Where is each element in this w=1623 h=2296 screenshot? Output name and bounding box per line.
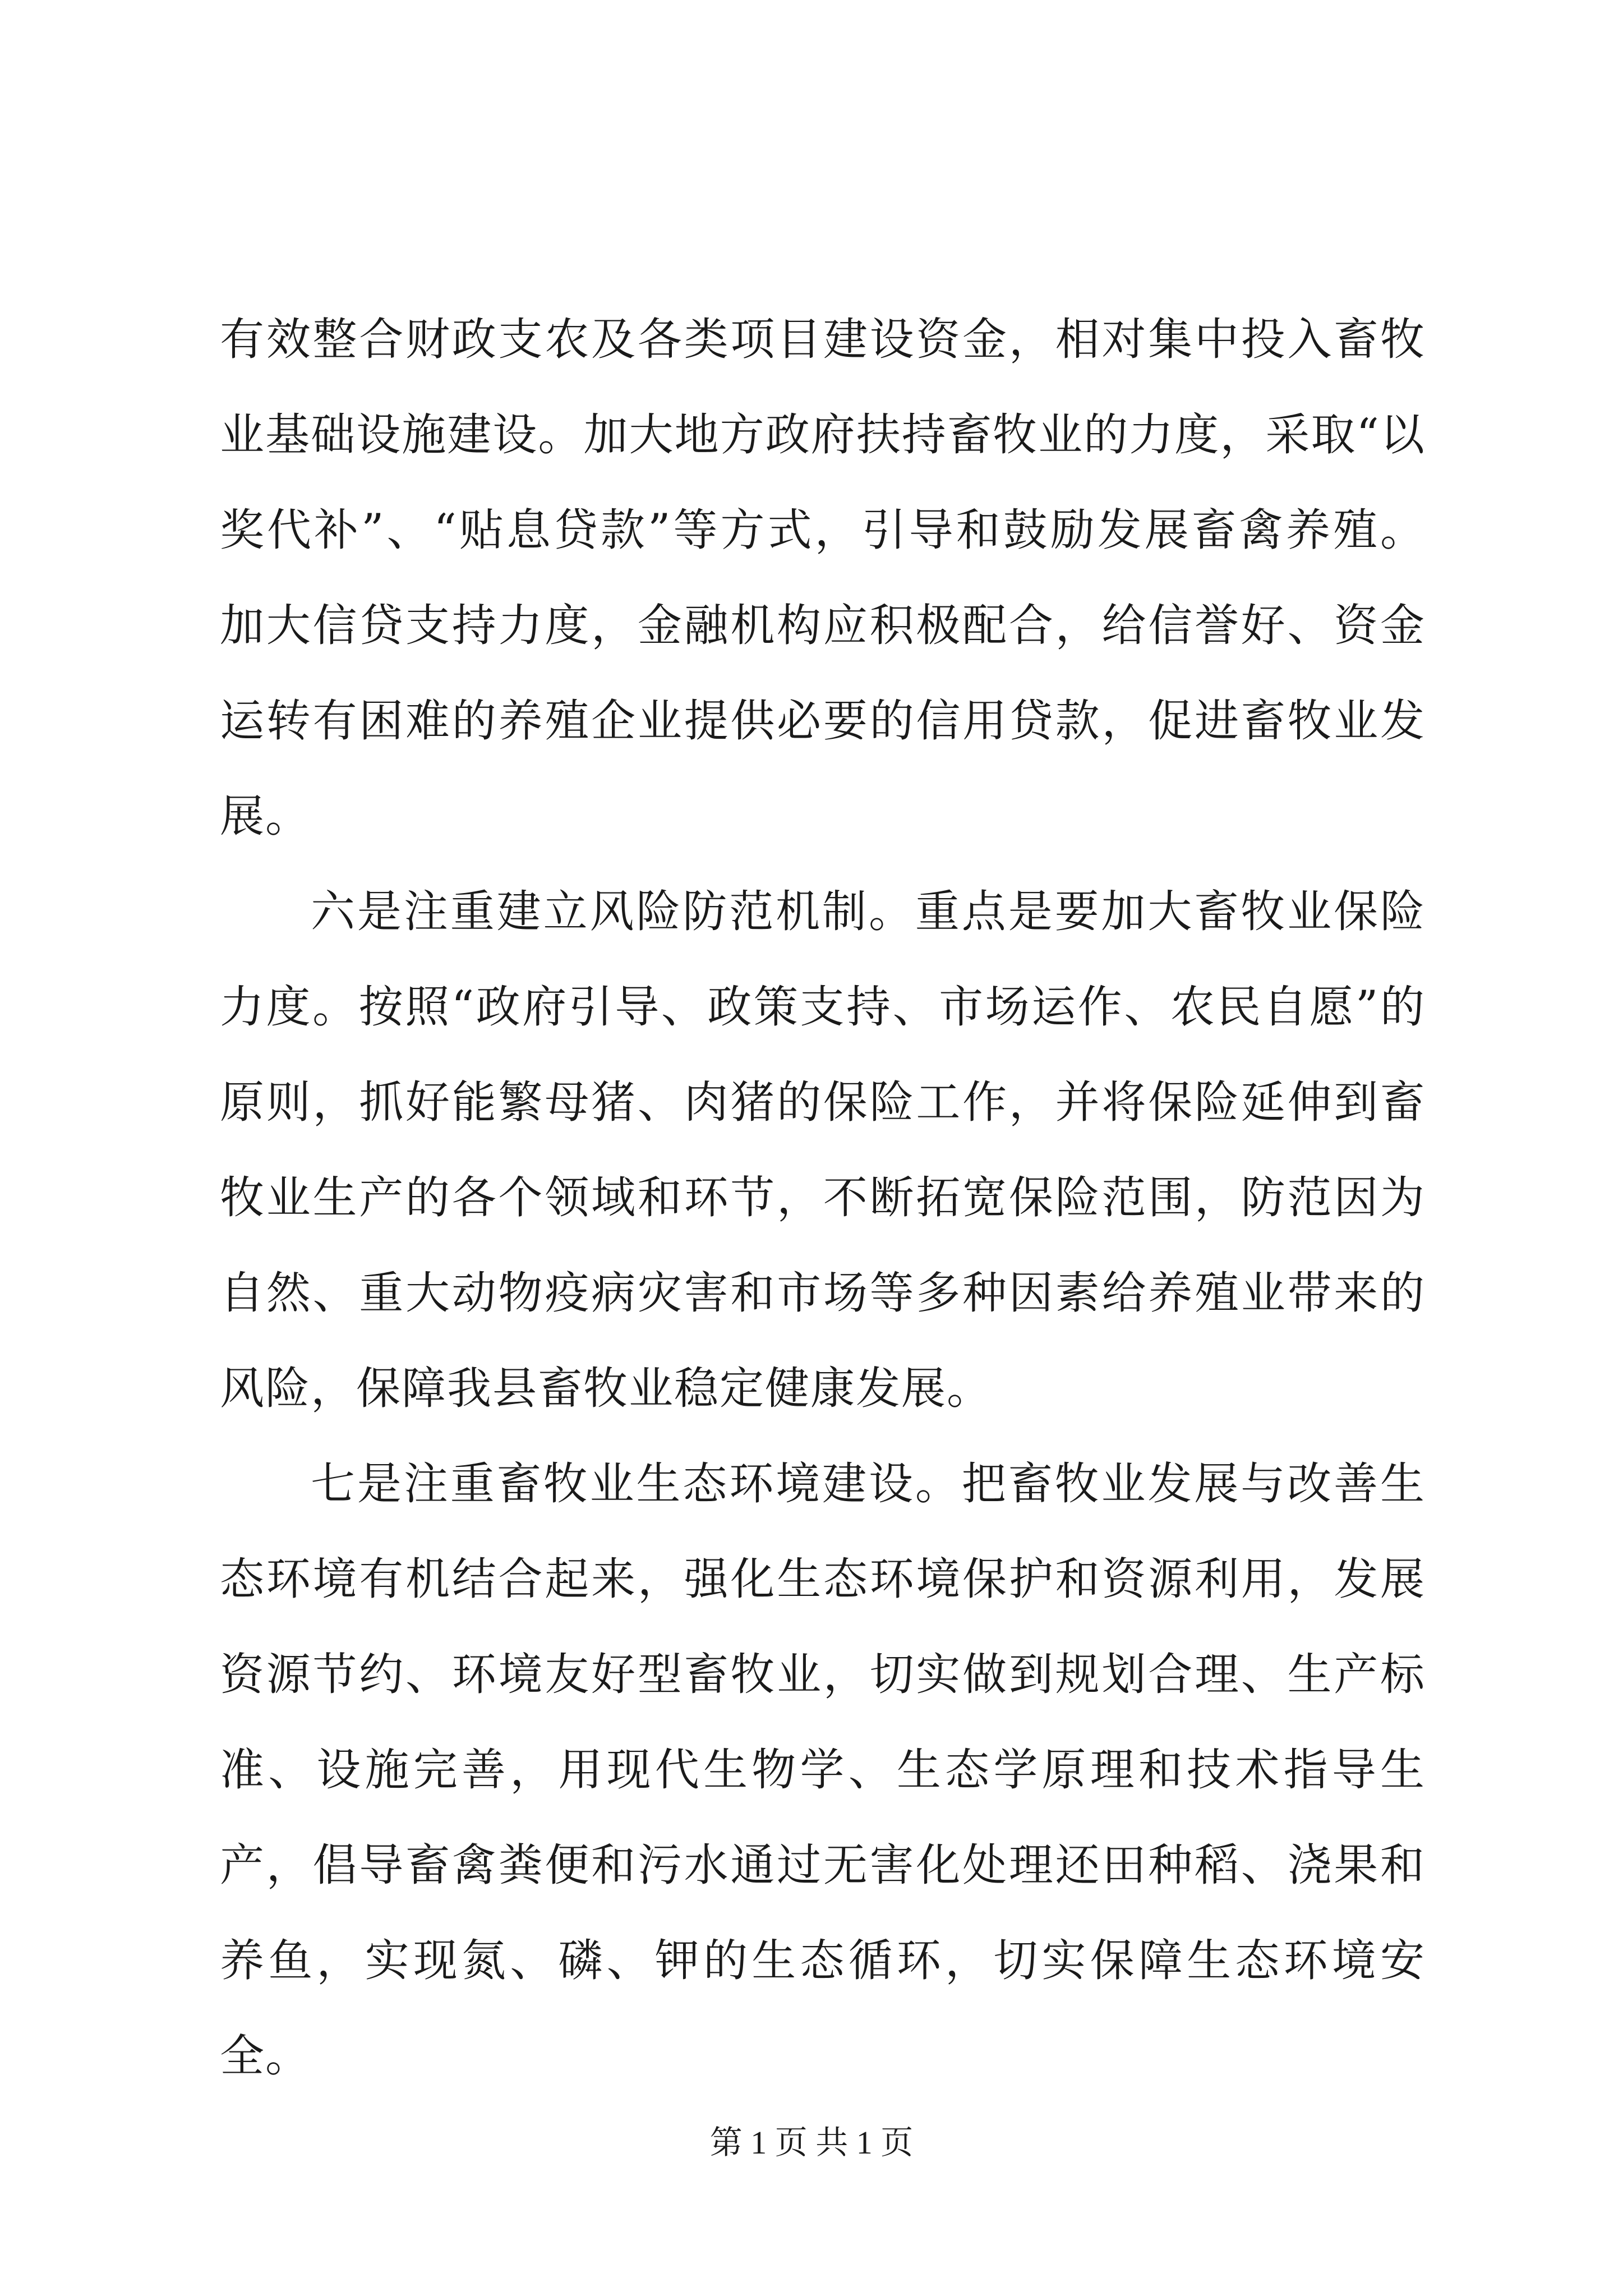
paragraph-ecological-environment: 七是注重畜牧业生态环境建设。把畜牧业发展与改善生态环境有机结合起来，强化生态环境保护和资源利用，发展资源节约、环境友好型畜牧业，切实做到规划合理、生产标准、设施完善，用现代生物学、生态学原理和技术指导生产，倡导畜禽粪便和污水通过无害化处理还田种稻、浇果和养鱼，实现氮、磷、钾的生态循环，切实保障生态环境安全。 [220, 1458, 1426, 2082]
document-body [220, 292, 1426, 2104]
page-footer: 第 1 页 共 1 页 [709, 2124, 914, 2161]
paragraph-funding: 有效整合财政支农及各类项目建设资金，相对集中投入畜牧业基础设施建设。加大地方政府扶持畜牧业的力度，采取“以奖代补”、“贴息贷款”等方式，引导和鼓励发展畜禽养殖。加大信贷支持力度，金融机构应积极配合，给信誉好、资金运转有困难的养殖企业提供必要的信用贷款，促进畜牧业发展。 [220, 314, 1426, 842]
paragraph-risk-prevention: 六是注重建立风险防范机制。重点是要加大畜牧业保险力度。按照“政府引导、政策支持、市场运作、农民自愿”的原则，抓好能繁母猪、肉猪的保险工作，并将保险延伸到畜牧业生产的各个领域和环节，不断拓宽保险范围，防范因为自然、重大动物疫病灾害和市场等多种因素给养殖业带来的风险，保障我县畜牧业稳定健康发展。 [220, 886, 1426, 1414]
